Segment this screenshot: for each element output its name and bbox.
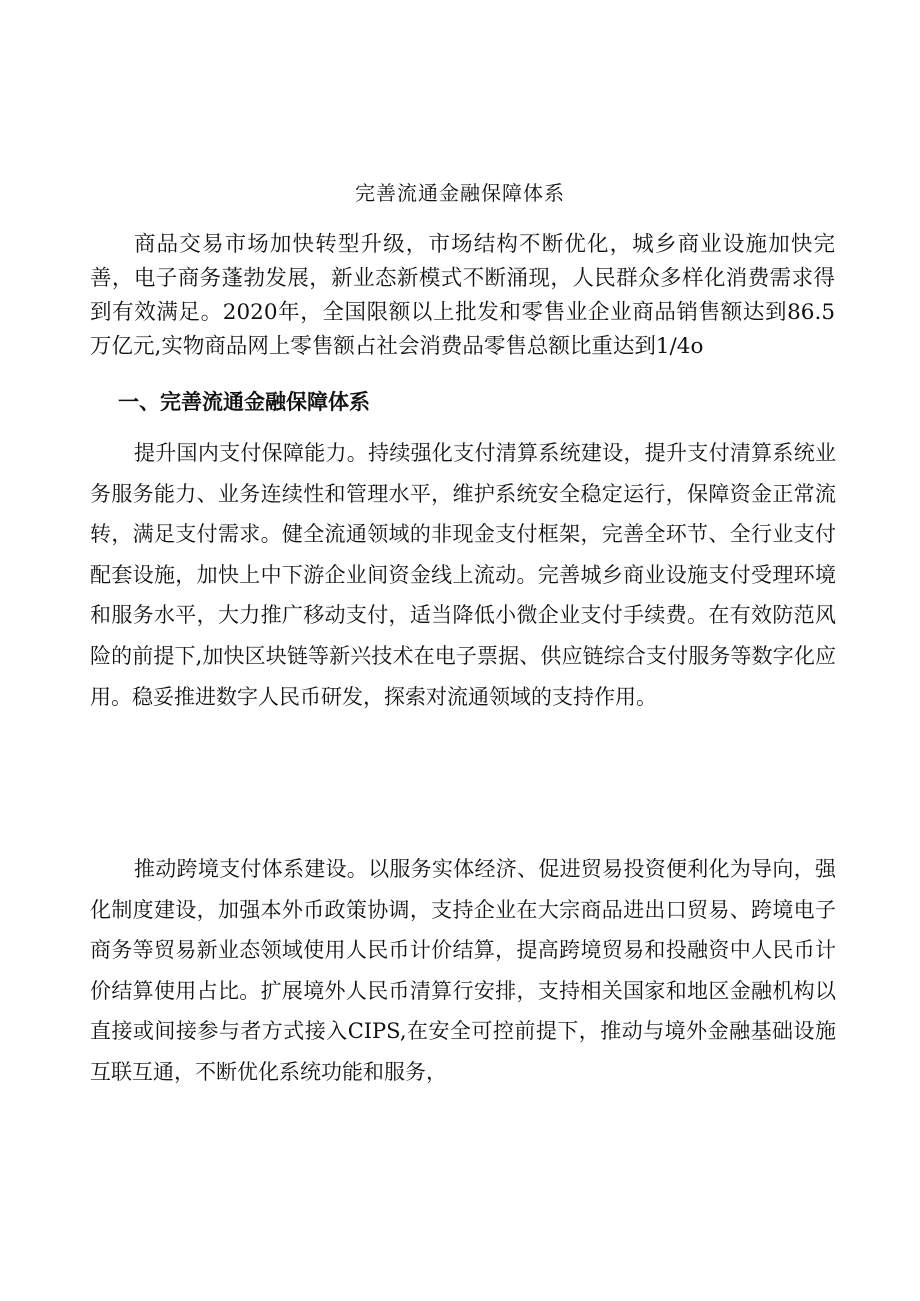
document-title: 完善流通金融保障体系 xyxy=(355,181,565,205)
paragraph-domestic-payment: 提升国内支付保障能力。持续强化支付清算系统建设，提升支付清算系统业务服务能力、业务连续性和管理水平，维护系统安全稳定运行，保障资金正常流转，满足支付需求。健全流通领域的非现金支付框架，完善全环节、全行业支付配套设施，加快上中下游企业间资金线上流动。完善城乡商业设施支付受理环境和服务水平，大力推广移动支付，适当降低小微企业支付手续费。在有效防范风险的前提下,加快区块链等新兴技术在电子票据、供应链综合支付服务等数字化应用。稳妥推进数字人民币研发，探索对流通领域的支持作用。 xyxy=(90,441,836,709)
paragraph-cross-border-payment: 推动跨境支付体系建设。以服务实体经济、促进贸易投资便利化为导向，强化制度建设，加强本外币政策协调，支持企业在大宗商品进出口贸易、跨境电子商务等贸易新业态领域使用人民币计价结算，提高跨境贸易和投融资中人民币计价结算使用占比。扩展境外人民币清算行安排，支持相关国家和地区金融机构以直接或间接参与者方式接入CIPS,在安全可控前提下，推动与境外金融基础设施互联互通，不断优化系统功能和服务， xyxy=(90,857,836,1084)
section-heading: 一、完善流通金融保障体系 xyxy=(118,389,370,414)
intro-paragraph: 商品交易市场加快转型升级，市场结构不断优化，城乡商业设施加快完善，电子商务蓬勃发展，新业态新模式不断涌现，人民群众多样化消费需求得到有效满足。2020年，全国限额以上批发和零售业企业商品销售额达到86.5万亿元,实物商品网上零售额占社会消费品零售总额比重达到1/4o xyxy=(90,232,835,359)
